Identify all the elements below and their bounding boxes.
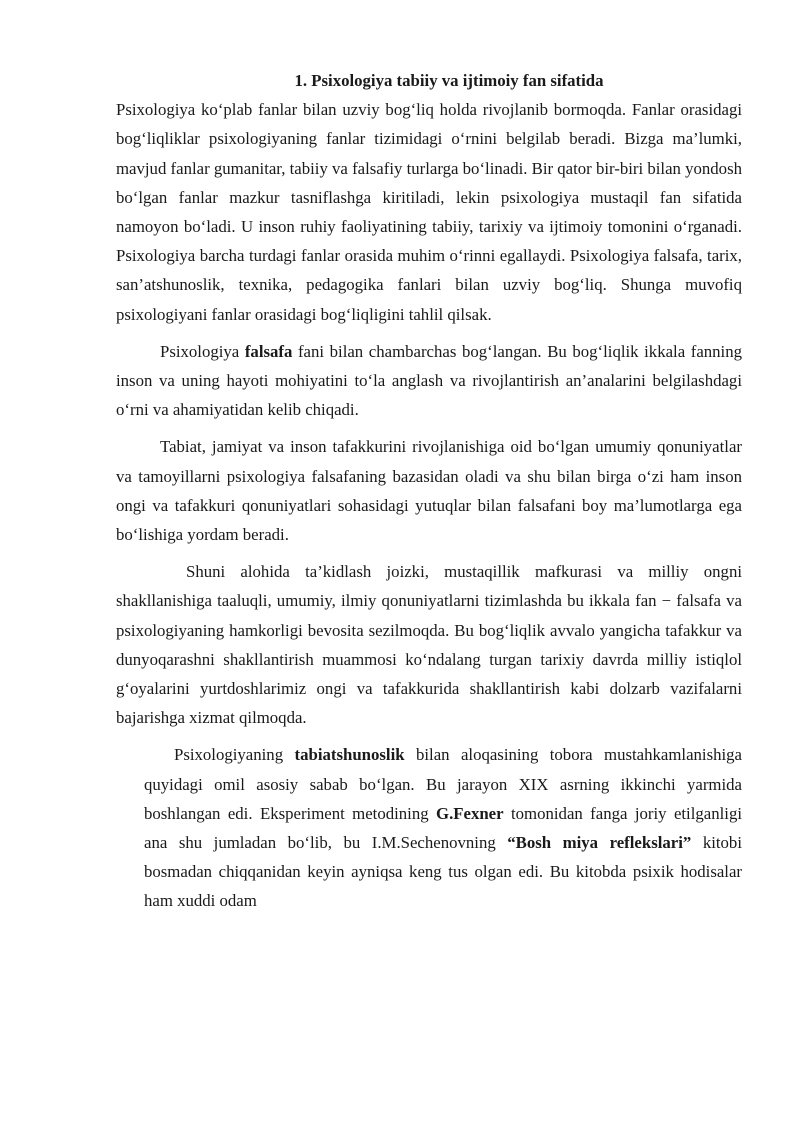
paragraph-philosophy <box>116 337 742 425</box>
text-run: Psixologiya <box>160 341 245 361</box>
paragraph-ideology: Shuni alohida ta’kidlash joizki, mustaqillik mafkurasi va milliy ongni shakllanishiga taaluqli, umumiy, ilmiy qonuniyatlarni tizimlashda bu ikkala fan − falsafa va psixologiyaning hamkorligi bevosita sezilmoqda. Bu bog‘liqlik avvalo yangicha tafakkur va dunyoqarashni shakllantirish muammosi ko‘ndalang turgan tarixiy davrda milliy istiqlol g‘oyalarini yurtdoshlarimiz ongi va tafakkurida shakllantirish kabi dolzarb vazifalarni bajarishga xizmat qilmoqda. <box>116 562 742 728</box>
text-run: tomonidan fanga joriy etilganligi ana shu jumladan bo‘lib, bu I.M.Sechenovning <box>144 803 742 853</box>
bold-term-fexner: G.Fexner <box>436 803 504 823</box>
bold-term-falsafa: falsafa <box>244 341 293 361</box>
document-page <box>116 66 742 916</box>
bold-term-tabiatshunoslik: tabiatshunoslik <box>294 745 405 765</box>
paragraph-laws: Tabiat, jamiyat va inson tafakkurini rivojlanishiga oid bo‘lgan umumiy qonuniyatlar va tamoyillarni psixologiya falsafaning bazasidan oladi va shu bilan birga o‘zi ham inson ongi va tafakkuri qonuniyatlari sohasidagi yutuqlar bilan falsafani boy ma’lumotlarga ega bo‘lishiga yordam beradi. <box>116 437 742 545</box>
section-heading: 1. Psixologiya tabiiy va ijtimoiy fan sifatida <box>294 71 604 90</box>
text-run: fani bilan chambarchas bog‘langan. Bu bog‘liqlik ikkala fanning inson va uning hayoti mohiyatini to‘la anglash va rivojlantirish an’analarini belgilashdagi o‘rni va ahamiyatidan kelib chiqadi. <box>116 341 742 420</box>
text-run: bilan aloqasining tobora mustahkamlanishiga quyidagi omil asosiy sabab bo‘lgan. Bu jarayon XIX asrning ikkinchi yarmida boshlangan edi. Eksperiment metodining <box>144 745 742 823</box>
paragraph-intro: Psixologiya ko‘plab fanlar bilan uzviy bog‘liq holda rivojlanib bormoqda. Fanlar orasidagi bog‘liqliklar psixologiyaning fanlar tizimidagi o‘rnini belgilab beradi. Bizga ma’lumki, mavjud fanlar gumanitar, tabiiy va falsafiy turlarga bo‘linadi. Bir qator bir-biri bilan yondosh bo‘lgan fanlar mazkur tasniflashga kiritiladi, lekin psixologiya mustaqil fan sifatida namoyon bo‘ladi. U inson ruhiy faoliyatining tabiiy, tarixiy va ijtimoiy tomonini o‘rganadi. Psixologiya barcha turdagi fanlar orasida muhim o‘rinni egallaydi. Psixologiya falsafa, tarix, san’atshunoslik, texnika, pedagogika fanlari bilan uzviy bog‘liq. Shunga muvofiq psixologiyani fanlar orasidagi bog‘liqligini tahlil qilsak. <box>116 100 742 324</box>
text-run: Psixologiyaning <box>174 745 295 765</box>
text-run: kitobi bosmadan chiqqanidan keyin ayniqsa keng tus olgan edi. Bu kitobda psixik hodisalar ham xuddi odam <box>144 833 742 911</box>
bold-book-title: “Bosh miya reflekslari” <box>507 833 692 853</box>
paragraph-natural-science <box>144 740 742 915</box>
indented-block <box>144 740 742 915</box>
